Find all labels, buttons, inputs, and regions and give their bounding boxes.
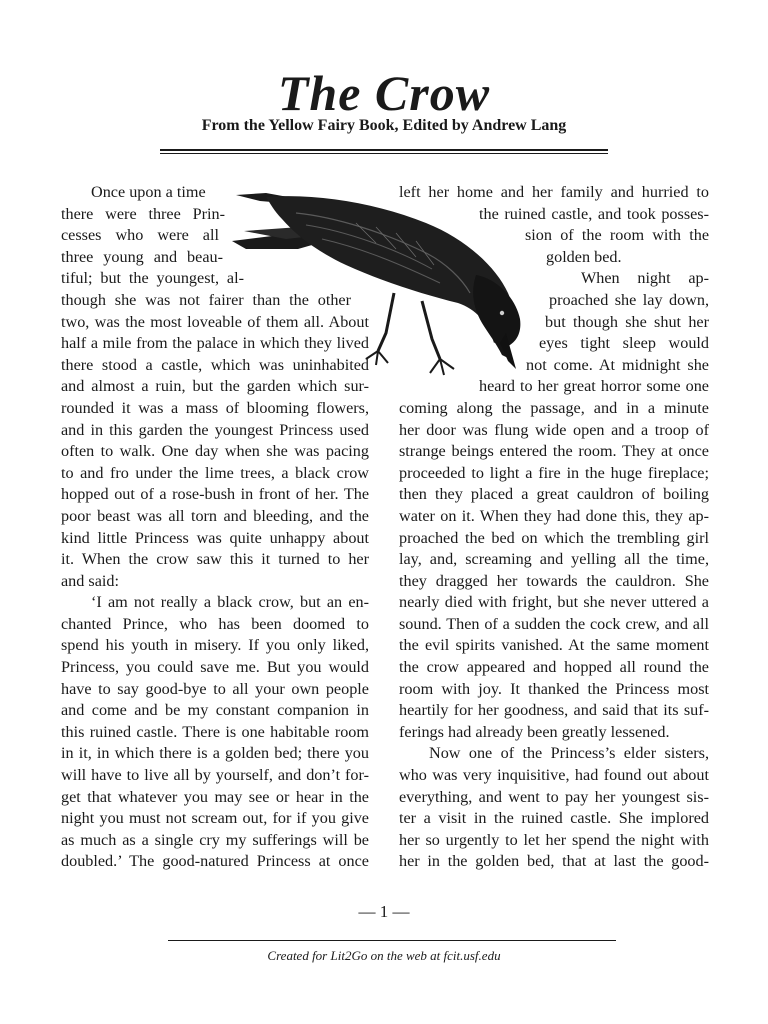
text-line: cesses who were all <box>61 226 219 245</box>
page-number: — 1 — <box>358 902 410 921</box>
text-line: nearly died with fright, but she never uttered a <box>399 593 709 612</box>
text-line: it. When the crow saw this it turned to her <box>61 550 369 569</box>
text-line: rounded it was a mass of blooming flowers, <box>61 398 369 417</box>
text-line: chanted Prince, who has been doomed to <box>61 614 369 633</box>
text-line: her door was flung wide open and a troop of <box>399 420 709 439</box>
text-line: Princess, you could save me. But you would <box>61 658 369 677</box>
text-line: her in the golden bed, that at last the good- <box>399 852 709 871</box>
text-line: everything, and went to pay her youngest sis- <box>399 787 709 806</box>
text-line: will have to live all by yourself, and don’t for- <box>61 766 369 785</box>
text-line: sound. Then of a sudden the cock crew, and all <box>399 614 709 633</box>
text-line: coming along the passage, and in a minute <box>399 398 709 417</box>
text-line: three young and beau- <box>61 247 223 266</box>
text-line: ter a visit in the ruined castle. She implored <box>399 809 709 828</box>
text-line: golden bed. <box>546 247 622 266</box>
text-line: proceeded to light a fire in the huge fireplace; <box>399 463 709 482</box>
text-line: half a mile from the palace in which they lived <box>61 334 369 353</box>
text-line: the crow appeared and hopped all round the <box>399 658 709 677</box>
title-rule-thin <box>160 153 608 154</box>
text-line: Now one of the Princess’s elder sisters, <box>429 744 709 763</box>
text-line: spend his youth in misery. If you only liked, <box>61 636 369 655</box>
text-line: heard to her great horror some one <box>479 377 709 396</box>
text-line: the evil spirits vanished. At the same moment <box>399 636 709 655</box>
text-line: poor beast was all torn and bleeding, and the <box>61 506 369 525</box>
text-line: and said: <box>61 571 119 590</box>
text-line: get that whatever you may see or hear in the <box>61 787 369 806</box>
text-line: there were three Prin- <box>61 204 225 223</box>
text-line: have to say good-bye to all your own people <box>61 679 369 698</box>
text-line: ferings had already been greatly lessened. <box>399 722 670 741</box>
text-line: room with joy. It thanked the Princess most <box>399 679 709 698</box>
text-line: strange beings entered the room. They at once <box>399 442 709 461</box>
crow-illustration <box>226 183 532 383</box>
text-line: though she was not fairer than the other <box>61 290 351 309</box>
text-line: and in this garden the youngest Princess used <box>61 420 369 439</box>
text-line: not come. At midnight she <box>526 355 709 374</box>
footer-credit: Created for Lit2Go on the web at fcit.usf.edu <box>267 948 501 963</box>
text-line: who was very inquisitive, had found out about <box>399 766 709 785</box>
text-line: to and fro under the lime trees, a black crow <box>61 463 369 482</box>
text-line: then they placed a great cauldron of boiling <box>399 485 709 504</box>
text-line: tiful; but the youngest, al- <box>61 269 244 288</box>
text-line: her so urgently to let her spend the night with <box>399 830 709 849</box>
text-line: and come and be my constant companion in <box>61 701 369 720</box>
text-line: Once upon a time <box>91 183 206 201</box>
text-line: lay, and, screaming and yelling all the time, <box>399 550 709 569</box>
text-line: two, was the most loveable of them all. About <box>61 312 369 331</box>
text-line: and almost a ruin, but the garden which sur- <box>61 377 369 396</box>
text-line: eyes tight sleep would <box>539 334 709 353</box>
text-line: water on it. When they had done this, they ap- <box>399 506 709 525</box>
text-line: doubled.’ The good-natured Princess at once <box>61 852 369 871</box>
text-line: proached the bed on which the trembling girl <box>399 528 709 547</box>
page-title: The Crow <box>277 65 491 121</box>
text-line: the ruined castle, and took posses- <box>479 204 709 223</box>
text-line: hopped out of a rose-bush in front of her. The <box>61 485 369 504</box>
text-line: left her home and her family and hurried to <box>399 183 709 201</box>
text-line: When night ap- <box>581 269 709 288</box>
text-line: there stood a castle, which was uninhabited <box>61 355 369 374</box>
text-line: this ruined castle. There is one habitable room <box>61 722 369 741</box>
text-line: night you must not scream out, for if you give <box>61 809 369 828</box>
text-line: in it, in which there is a golden bed; there you <box>61 744 369 763</box>
text-line: heartily for her goodness, and said that its suf- <box>399 701 709 720</box>
text-line: often to walk. One day when she was pacing <box>61 442 369 461</box>
text-line: kind little Princess was quite unhappy about <box>61 528 369 547</box>
text-line: ‘I am not really a black crow, but an en- <box>91 593 369 612</box>
page-subtitle: From the Yellow Fairy Book, Edited by Andrew Lang <box>201 117 567 134</box>
text-line: as much as a single cry my sufferings will be <box>61 830 369 849</box>
text-line: they dragged her towards the cauldron. She <box>399 571 709 590</box>
title-rule-thick <box>160 149 608 151</box>
text-line: proached she lay down, <box>549 290 709 309</box>
footer-rule <box>168 940 616 941</box>
text-line: sion of the room with the <box>525 226 709 245</box>
text-line: but though she shut her <box>545 312 709 331</box>
